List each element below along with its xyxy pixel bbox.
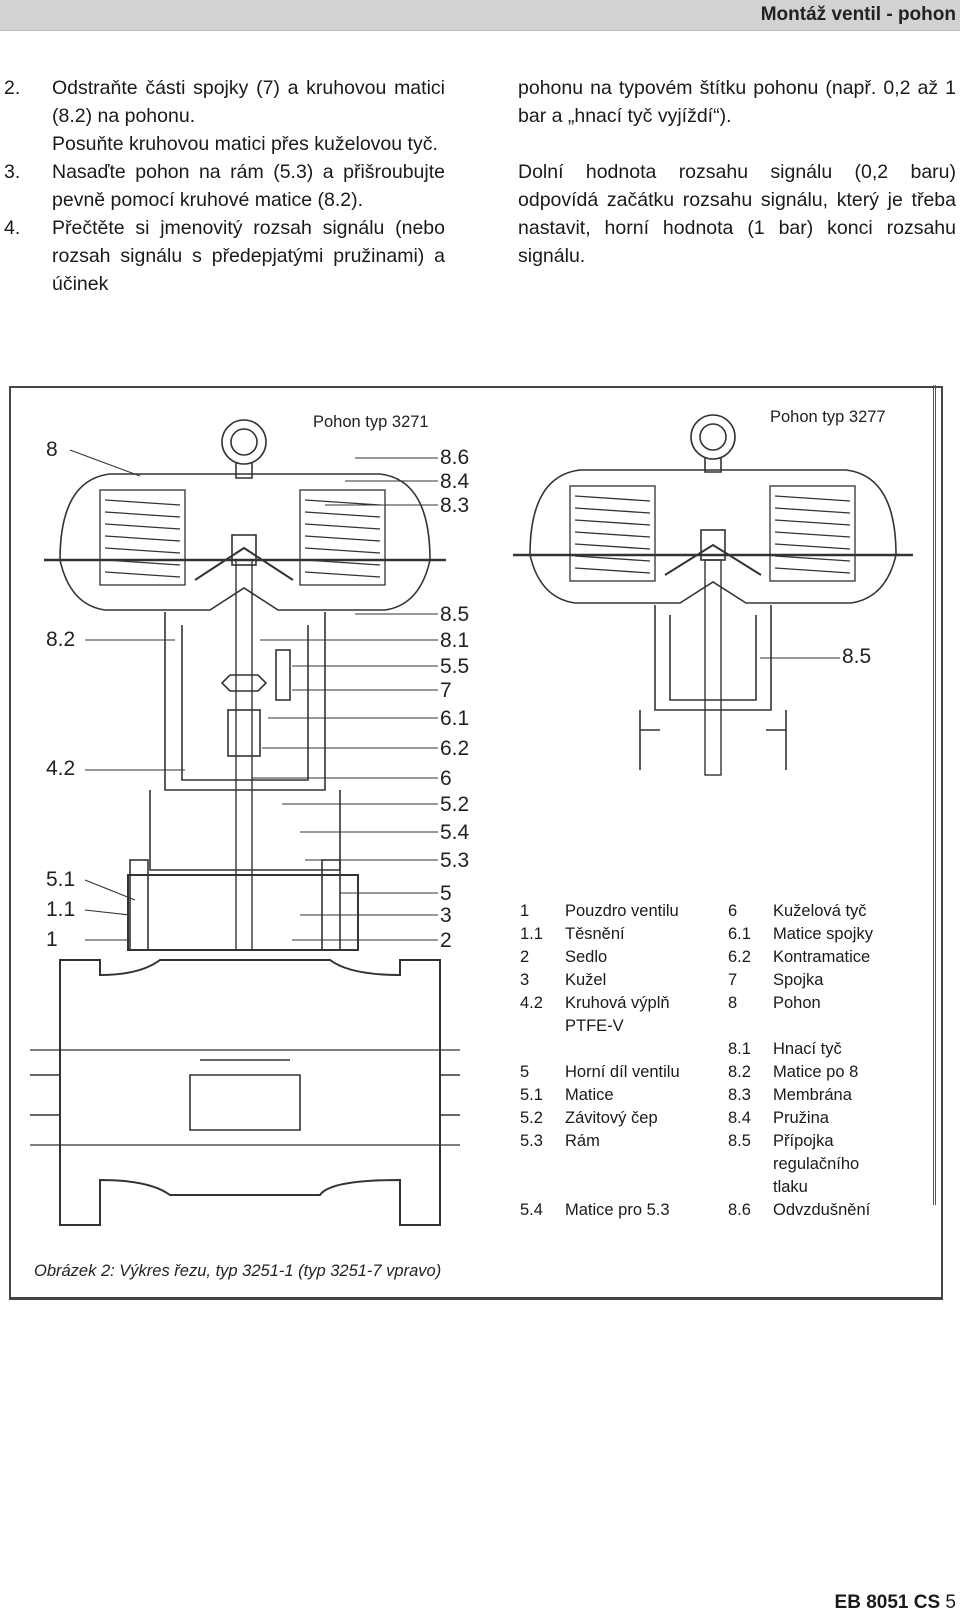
page-footer bbox=[835, 1592, 956, 1614]
valve-body-3251 bbox=[30, 790, 460, 1225]
step-number: 3. bbox=[4, 161, 21, 183]
legend-num: 7 bbox=[728, 971, 738, 989]
legend-num: 5.1 bbox=[520, 1086, 543, 1104]
legend-num: 5.3 bbox=[520, 1132, 543, 1150]
legend-row bbox=[520, 1061, 873, 1084]
callout-8-4: 8.4 bbox=[440, 470, 470, 493]
legend-num: 8.2 bbox=[728, 1063, 751, 1081]
callout-2: 2 bbox=[440, 929, 452, 952]
legend-num: 8.3 bbox=[728, 1086, 751, 1104]
legend-num: 8.1 bbox=[728, 1040, 751, 1058]
leader-lines bbox=[70, 450, 438, 940]
paragraph: pohonu na typovém štítku pohonu (např. 0,2 až 1 bar a „hnací tyč vyjíždí“). bbox=[518, 77, 956, 127]
legend-num: 6 bbox=[728, 902, 738, 920]
callout-8-1: 8.1 bbox=[440, 629, 470, 652]
yoke-3271 bbox=[165, 560, 325, 950]
legend-text: Membrána bbox=[773, 1086, 852, 1104]
label-actuator-3271: Pohon typ 3271 bbox=[313, 413, 429, 431]
legend-num: 6.2 bbox=[728, 948, 751, 966]
valve-plug bbox=[190, 1075, 300, 1130]
legend-text bbox=[565, 1038, 728, 1061]
callout-5-5: 5.5 bbox=[440, 655, 470, 678]
legend-row bbox=[520, 1107, 873, 1130]
paragraph: Dolní hodnota rozsahu signálu (0,2 baru) odpovídá začátku rozsahu signálu, který je třeba nastavit, horní hodnota (1 bar) konci rozsahu signálu. bbox=[518, 161, 956, 267]
legend-row bbox=[520, 992, 873, 1038]
legend-row bbox=[520, 1199, 873, 1222]
legend-num: 8.5 bbox=[728, 1132, 751, 1150]
legend-num: 1.1 bbox=[520, 925, 543, 943]
callout-5-1: 5.1 bbox=[46, 868, 76, 891]
callout-1: 1 bbox=[46, 928, 58, 951]
actuator-3271 bbox=[44, 420, 446, 610]
callout-6-1: 6.1 bbox=[440, 707, 470, 730]
springs-left bbox=[100, 490, 385, 585]
label-actuator-3277: Pohon typ 3277 bbox=[770, 408, 886, 426]
step-text: Přečtěte si jmenovitý rozsah signálu (nebo rozsah signálu s předepjatými pružinami) a účinek bbox=[52, 217, 445, 295]
step-number: 4. bbox=[4, 217, 21, 239]
actuator-3277 bbox=[513, 415, 913, 775]
figure-bottom-rule bbox=[9, 1297, 943, 1299]
legend-text: Pouzdro ventilu bbox=[565, 902, 679, 920]
legend-num bbox=[520, 1038, 565, 1061]
legend-text: Pružina bbox=[773, 1109, 829, 1127]
parts-legend bbox=[520, 900, 873, 1222]
legend-text: Matice pro 5.3 bbox=[565, 1201, 670, 1219]
legend-num: 3 bbox=[520, 971, 530, 989]
step-number: 2. bbox=[4, 77, 21, 99]
legend-num: 4.2 bbox=[520, 994, 543, 1012]
legend-text: Závitový čep bbox=[565, 1109, 658, 1127]
document-id: EB 8051 CS bbox=[834, 1592, 941, 1613]
step-text: Nasaďte pohon na rám (5.3) a přišroubujte pevně pomocí kruhové matice (8.2). bbox=[52, 161, 445, 211]
legend-text: Matice spojky bbox=[773, 925, 873, 943]
callout-8-5-right: 8.5 bbox=[842, 645, 872, 668]
callout-5: 5 bbox=[440, 882, 452, 905]
callout-3: 3 bbox=[440, 904, 452, 927]
legend-row bbox=[520, 1130, 873, 1199]
legend-row bbox=[520, 946, 873, 969]
callout-1-1: 1.1 bbox=[46, 898, 76, 921]
legend-text: Horní díl ventilu bbox=[565, 1063, 680, 1081]
legend-text: Těsnění bbox=[565, 925, 625, 943]
legend-num: 8.4 bbox=[728, 1109, 751, 1127]
step-subtext: Posuňte kruhovou matici přes kuželovou tyč. bbox=[52, 133, 438, 155]
step-text: Odstraňte části spojky (7) a kruhovou matici (8.2) na pohonu. bbox=[52, 77, 445, 127]
legend-text: Kužel bbox=[565, 971, 607, 989]
legend-num: 5.2 bbox=[520, 1109, 543, 1127]
legend-num: 5.4 bbox=[520, 1201, 543, 1219]
legend-num: 5 bbox=[520, 1063, 530, 1081]
stem bbox=[236, 560, 252, 950]
callout-5-2: 5.2 bbox=[440, 793, 470, 816]
callout-8: 8 bbox=[46, 438, 58, 461]
legend-num: 8 bbox=[728, 994, 738, 1012]
legend-text: Rám bbox=[565, 1132, 600, 1150]
lifting-eye bbox=[222, 420, 266, 464]
legend-row bbox=[520, 969, 873, 992]
legend-row bbox=[520, 900, 873, 923]
legend-row bbox=[520, 1038, 873, 1061]
legend-text: Kuželová tyč bbox=[773, 902, 867, 920]
legend-text: Přípojka regulačního tlaku bbox=[773, 1132, 860, 1196]
callout-8-2: 8.2 bbox=[46, 628, 76, 651]
callout-7: 7 bbox=[440, 679, 452, 702]
callout-6: 6 bbox=[440, 767, 452, 790]
legend-text: Pohon bbox=[773, 994, 821, 1012]
legend-num: 6.1 bbox=[728, 925, 751, 943]
callout-5-3: 5.3 bbox=[440, 849, 470, 872]
callout-8-6: 8.6 bbox=[440, 446, 470, 469]
legend-text: Matice bbox=[565, 1086, 614, 1104]
page-number: 5 bbox=[945, 1592, 956, 1613]
legend-text: Odvzdušnění bbox=[773, 1201, 871, 1219]
legend-num: 2 bbox=[520, 948, 530, 966]
callout-6-2: 6.2 bbox=[440, 737, 470, 760]
coupling bbox=[228, 710, 260, 756]
legend-text: Sedlo bbox=[565, 948, 608, 966]
page-section-title: Montáž ventil - pohon bbox=[760, 4, 956, 25]
legend-num: 1 bbox=[520, 902, 530, 920]
legend-row bbox=[520, 1084, 873, 1107]
callout-4-2: 4.2 bbox=[46, 757, 76, 780]
legend-num: 8.6 bbox=[728, 1201, 751, 1219]
legend-text: Hnací tyč bbox=[773, 1040, 842, 1058]
callout-8-5: 8.5 bbox=[440, 603, 470, 626]
figure-caption: Obrázek 2: Výkres řezu, typ 3251-1 (typ 3251-7 vpravo) bbox=[34, 1262, 442, 1280]
legend-text: Kruhová výplň PTFE-V bbox=[565, 994, 670, 1035]
legend-text: Matice po 8 bbox=[773, 1063, 859, 1081]
figure-right-border bbox=[933, 385, 936, 1205]
legend-row bbox=[520, 923, 873, 946]
callout-5-4: 5.4 bbox=[440, 821, 470, 844]
legend-text: Spojka bbox=[773, 971, 824, 989]
legend-text: Kontramatice bbox=[773, 948, 871, 966]
coupling-nut bbox=[222, 675, 266, 691]
callout-8-3: 8.3 bbox=[440, 494, 470, 517]
